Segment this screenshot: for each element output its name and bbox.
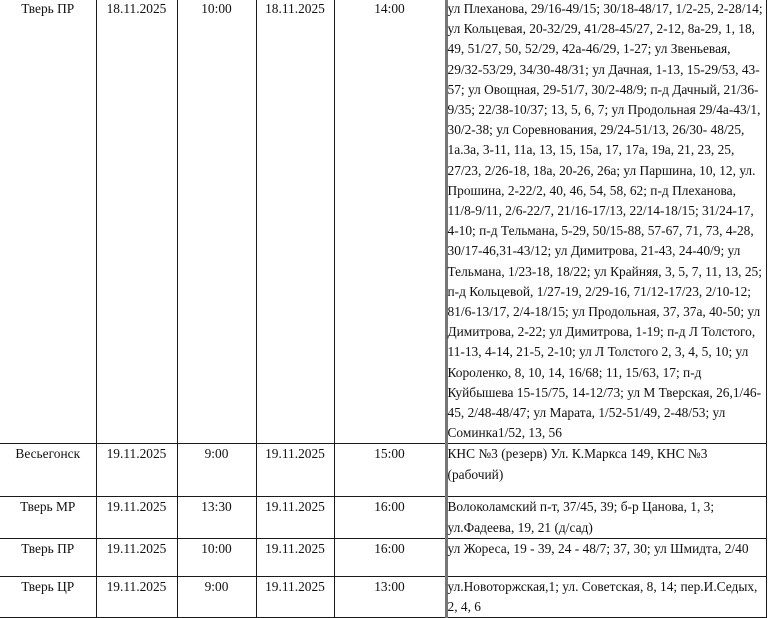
addresses-cell: КНС №3 (резерв) Ул. К.Маркса 149, КНС №3 (рабочий) — [446, 444, 766, 497]
district-cell: Тверь МР — [0, 497, 96, 538]
start-date-cell: 19.11.2025 — [96, 497, 177, 538]
table-row — [0, 576, 766, 617]
addresses-cell: ул.Новоторжская,1; ул. Советская, 8, 14; пер.И.Седых, 2, 4, 6 — [446, 576, 766, 617]
start-date-cell: 19.11.2025 — [96, 538, 177, 576]
end-date-cell: 19.11.2025 — [256, 497, 334, 538]
end-time-cell: 16:00 — [334, 497, 446, 538]
start-date-cell: 19.11.2025 — [96, 444, 177, 497]
table-row — [0, 444, 766, 497]
start-time-cell: 10:00 — [177, 538, 256, 576]
end-time-cell: 16:00 — [334, 538, 446, 576]
district-cell: Тверь ПР — [0, 538, 96, 576]
end-date-cell: 18.11.2025 — [256, 0, 334, 444]
start-date-cell: 19.11.2025 — [96, 576, 177, 617]
table-row — [0, 538, 766, 576]
district-cell: Тверь ПР — [0, 0, 96, 444]
district-cell: Тверь ЦР — [0, 576, 96, 617]
end-time-cell: 13:00 — [334, 576, 446, 617]
start-time-cell: 9:00 — [177, 444, 256, 497]
end-time-cell: 14:00 — [334, 0, 446, 444]
end-date-cell: 19.11.2025 — [256, 576, 334, 617]
start-time-cell: 10:00 — [177, 0, 256, 444]
end-time-cell: 15:00 — [334, 444, 446, 497]
start-date-cell: 18.11.2025 — [96, 0, 177, 444]
table-row — [0, 497, 766, 538]
addresses-cell: Волоколамский п-т, 37/45, 39; б-р Цанова, 1, 3; ул.Фадеева, 19, 21 (д/сад) — [446, 497, 766, 538]
end-date-cell: 19.11.2025 — [256, 444, 334, 497]
end-date-cell: 19.11.2025 — [256, 538, 334, 576]
start-time-cell: 9:00 — [177, 576, 256, 617]
district-cell: Весьегонск — [0, 444, 96, 497]
start-time-cell: 13:30 — [177, 497, 256, 538]
addresses-cell: ул Плеханова, 29/16-49/15; 30/18-48/17, 1/2-25, 2-28/14; ул Кольцевая, 20-32/29, 41/28-45/27, 2-12, 8а-29, 1, 18, 49, 51/27, 50, 52/29, 42а-46/29, 1-27; ул Звеньевая, 29/32-53/29, 34/30-48/31; ул Дачная, 1-13, 15-29/53, 43-57; ул Овощная, 29-51/7, 30/2-48/9; п-д Дачный, 21/36-9/35; 22/38-10/37; 13, 5, 6, 7; ул Продольная 29/4а-43/1, 30/2-38; ул Соревнования, 29/24-51/13, 26/30- 48/25, 1а.3а, 3-11, 11а, 13, 15, 15а, 17, 17а, 19а, 21, 23, 25, 27/23, 2/26-18, 18а, 20-26, 26а; ул Паршина, 10, 12, ул. Прошина, 2-22/2, 40, 46, 54, 58, 62; п-д Плеханова, 11/8-9/11, 2/6-22/7, 21/16-17/13, 22/14-18/15; 31/24-17, 4-10; п-д Тельмана, 5-29, 50/15-88, 57-67, 71, 73, 4-28, 30/17-46,31-43/12; ул Димитрова, 21-43, 24-40/9; ул Тельмана, 1/23-18, 18/22; ул Крайняя, 3, 5, 7, 11, 13, 25; п-д Кольцевой, 1/27-19, 2/29-16, 71/12-17/23, 2/10-12; 81/6-13/17, 2/4-18/15; ул Продольная, 37, 37а, 40-50; ул Димитрова, 2-22; ул Димитрова, 1-19; п-д Л Толстого, 11-13, 4-14, 21-5, 2-10; ул Л Толстого 2, 3, 4, 5, 10; ул Короленко, 8, 10, 14, 16/68; 11, 15/63, 17; п-д Куйбышева 15-15/75, 14-12/73; ул М Тверская, 26,1/46-45, 2/48-48/47; ул Марата, 1/52-51/49, 2-48/53; ул Соминка1/52, 13, 56 — [446, 0, 766, 444]
addresses-cell: ул Жореса, 19 - 39, 24 - 48/7; 37, 30; ул Шмидта, 2/40 — [446, 538, 766, 576]
